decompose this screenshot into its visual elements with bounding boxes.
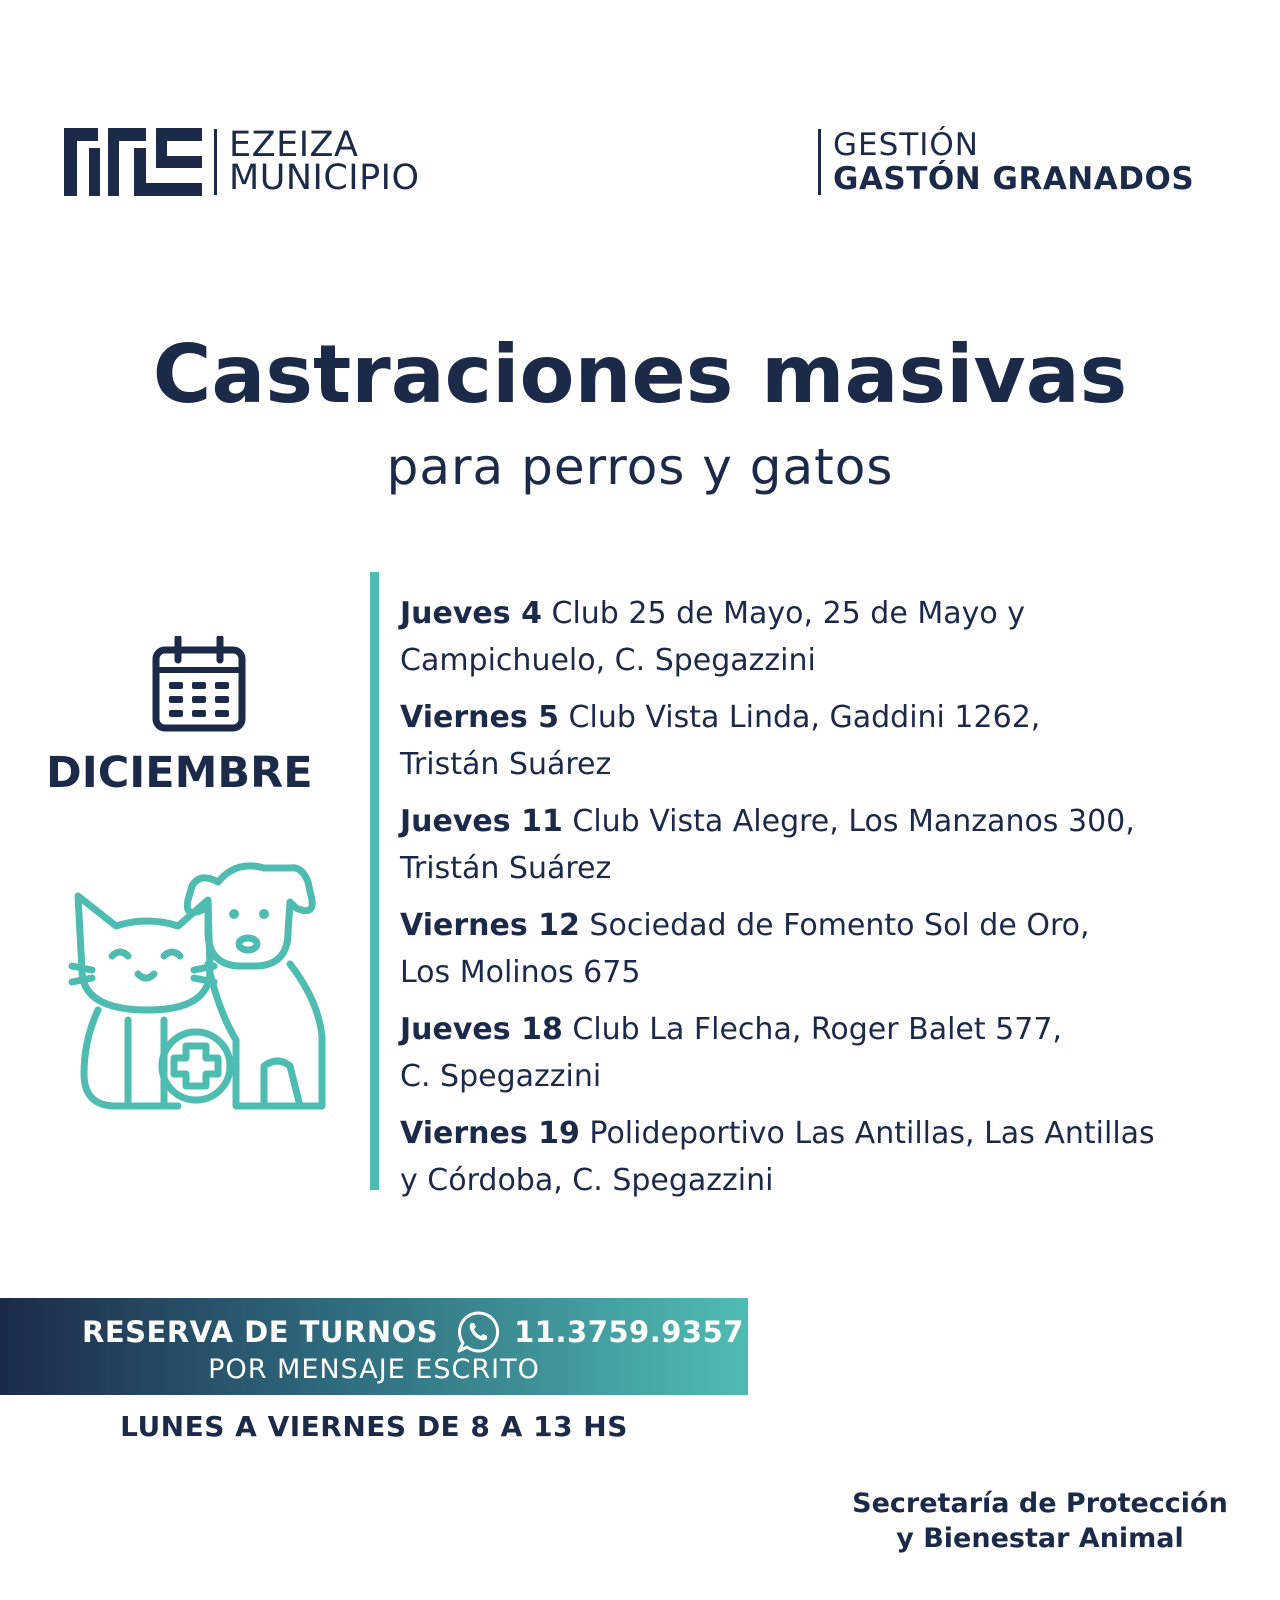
schedule-day: Viernes 5	[400, 700, 559, 735]
schedule-entry	[400, 902, 1260, 996]
schedule-location-cont: Los Molinos 675	[400, 955, 641, 990]
whatsapp-icon[interactable]	[456, 1310, 500, 1354]
schedule-day: Jueves 11	[400, 804, 563, 839]
page-subtitle: para perros y gatos	[386, 438, 894, 496]
schedule-entry	[400, 1110, 1260, 1204]
schedule-location: Sociedad de Fomento Sol de Oro,	[589, 908, 1090, 943]
schedule-day: Viernes 12	[400, 908, 580, 943]
schedule-location: Club Vista Linda, Gaddini 1262,	[568, 700, 1041, 735]
schedule-list	[400, 590, 1260, 1214]
schedule-entry	[400, 590, 1260, 684]
schedule-location: Club 25 de Mayo, 25 de Mayo y	[551, 596, 1025, 631]
page-title: Castraciones masivas	[152, 328, 1128, 421]
gestion-divider	[818, 129, 821, 195]
booking-label: RESERVA DE TURNOS	[82, 1315, 439, 1349]
schedule-entry	[400, 798, 1260, 892]
schedule-location-cont: Tristán Suárez	[400, 851, 612, 886]
schedule-location-cont: y Córdoba, C. Spegazzini	[400, 1163, 774, 1198]
schedule-location: Club La Flecha, Roger Balet 577,	[572, 1012, 1062, 1047]
municipio-logo-mark-icon	[64, 128, 202, 196]
municipio-name-line2: MUNICIPIO	[229, 158, 420, 198]
calendar-icon	[152, 636, 246, 732]
schedule-location-cont: C. Spegazzini	[400, 1059, 602, 1094]
booking-method: POR MENSAJE ESCRITO	[208, 1354, 540, 1385]
secretaria-line1: Secretaría de Protección	[852, 1488, 1228, 1519]
schedule-entry	[400, 1006, 1260, 1100]
secretaria-signature	[840, 1486, 1240, 1556]
cat-dog-vet-icon	[68, 860, 334, 1114]
logo-divider	[214, 129, 217, 195]
municipio-name-line1: EZEIZA	[229, 125, 359, 165]
schedule-entry	[400, 694, 1260, 788]
booking-hours: LUNES A VIERNES DE 8 A 13 HS	[120, 1410, 628, 1443]
gestion-label: GESTIÓN	[833, 127, 979, 163]
gestion-block	[818, 128, 1194, 196]
schedule-location: Polideportivo Las Antillas, Las Antillas	[589, 1116, 1155, 1151]
municipio-logo	[64, 125, 420, 198]
gestion-name: GASTÓN GRANADOS	[833, 161, 1195, 197]
schedule-location: Club Vista Alegre, Los Manzanos 300,	[572, 804, 1135, 839]
schedule-day: Viernes 19	[400, 1116, 580, 1151]
schedule-location-cont: Tristán Suárez	[400, 747, 612, 782]
schedule-day: Jueves 4	[400, 596, 542, 631]
booking-phone-link[interactable]: 11.3759.9357	[514, 1315, 744, 1349]
schedule-divider	[370, 572, 379, 1190]
month-label: DICIEMBRE	[46, 748, 313, 798]
booking-banner	[0, 1298, 748, 1395]
schedule-day: Jueves 18	[400, 1012, 563, 1047]
schedule-location-cont: Campichuelo, C. Spegazzini	[400, 643, 816, 678]
secretaria-line2: y Bienestar Animal	[896, 1523, 1184, 1554]
